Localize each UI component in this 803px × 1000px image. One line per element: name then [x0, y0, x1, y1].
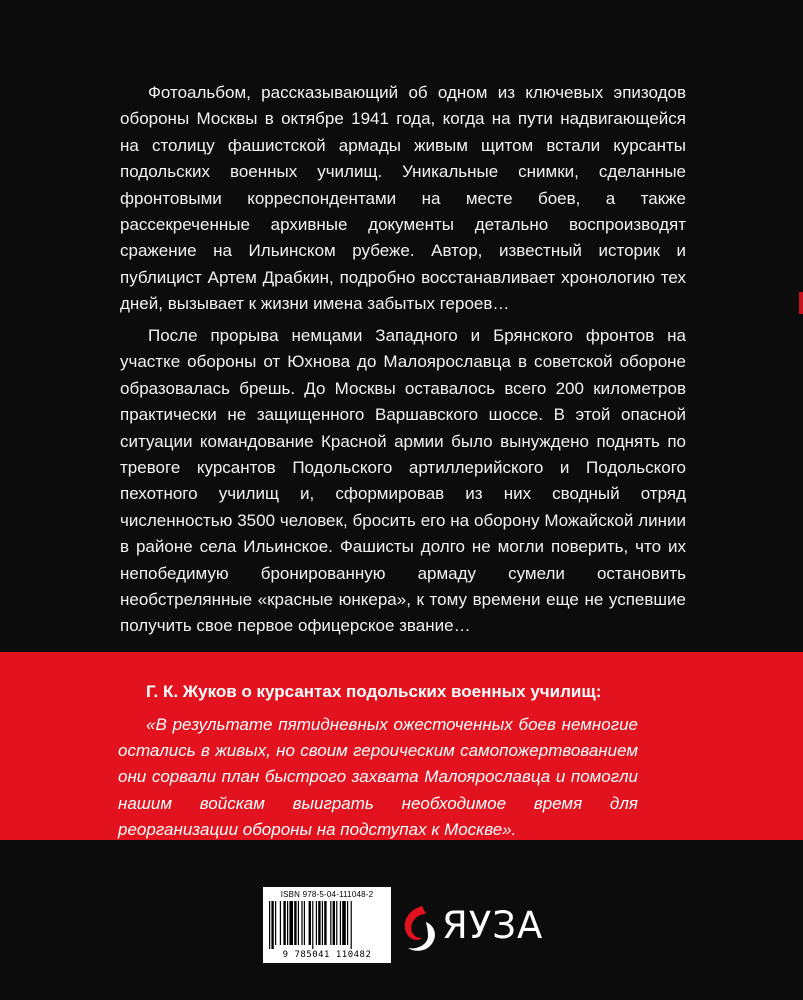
publisher-emblem-icon	[400, 898, 440, 958]
barcode-bar	[289, 901, 293, 945]
publisher-logo	[400, 898, 544, 958]
barcode-bar	[316, 901, 317, 945]
barcode-bar	[309, 901, 311, 945]
barcode-bar	[347, 901, 348, 945]
barcode-bar	[271, 901, 273, 949]
barcode-digits: 9 785041 110482	[282, 950, 372, 960]
barcode-bar	[275, 901, 276, 945]
publisher-name: ЯУЗА	[442, 904, 544, 947]
barcode-bar	[269, 901, 270, 949]
barcode-bar	[301, 901, 302, 945]
barcode-bar	[336, 901, 337, 945]
description-text-2: После прорыва немцами Западного и Брянского фронтов на участке обороны от Юхнова до Малоярославца в советской обороне образовалась брешь. До Москвы оставалось всего 200 километров практически не защищенного Варшавского шоссе. В этой опасной ситуации командование Красной армии было вынуждено поднять по тревоге курсантов Подольского артиллерийского и Подольского пехотного училищ и, сформировав из них сводный отряд численностью 3500 человек, бросить его на оборону Можайской линии в районе села Ильинское. Фашисты долго не могли поверить, что их непобедимую бронированную армаду сумели остановить необстрелянные «красные юнкера», к тому времени еще не успевшие получить свое первое офицерское звание…	[120, 326, 686, 636]
barcode-bar	[333, 901, 335, 945]
barcode-bar	[324, 901, 326, 945]
barcode-bar	[287, 901, 288, 945]
barcode-bar	[340, 901, 341, 945]
barcode-bar	[283, 901, 285, 945]
barcode-bar	[298, 901, 299, 945]
isbn-barcode	[263, 887, 391, 963]
barcode-bar	[322, 901, 323, 945]
barcode-bar	[280, 901, 281, 945]
quote-text: «В результате пятидневных ожесточенных боев немногие остались в живых, но своим героическим самопожертвованием они сорвали план быстрого захвата Малоярославца и помогли нашим войскам выиграть необходимое время для реорганизации обороны на подступах к Москве».	[118, 715, 638, 839]
isbn-label: ISBN 978-5-04-111048-2	[280, 890, 374, 899]
barcode-bar	[304, 901, 305, 945]
barcode-bar	[342, 901, 346, 945]
edge-red-mark	[799, 292, 803, 314]
barcode-bar	[351, 901, 352, 949]
barcode-bar	[312, 901, 313, 949]
barcode-bar	[318, 901, 320, 945]
barcode-bar	[294, 901, 296, 945]
description-text-1: Фотоальбом, рассказывающий об одном из ключевых эпизодов обороны Москвы в октябре 1941 года, когда на пути надвигающейся на столицу фашистской армады живым щитом встали курсанты подольских военных училищ. Уникальные снимки, сделанные фронтовыми корреспондентами на месте боев, а также рассекреченные архивные документы детально воспроизводят сражение на Ильинском рубеже. Автор, известный историк и публицист Артем Драбкин, подробно восстанавливает хронологию тех дней, вызывает к жизни имена забытых героев…	[120, 83, 686, 314]
quote-heading: Г. К. Жуков о курсантах подольских военных училищ:	[146, 682, 602, 701]
description-paragraph-1	[120, 80, 686, 318]
description-paragraph-2	[120, 323, 686, 640]
barcode-bars	[269, 901, 385, 949]
barcode-bar	[330, 901, 331, 945]
